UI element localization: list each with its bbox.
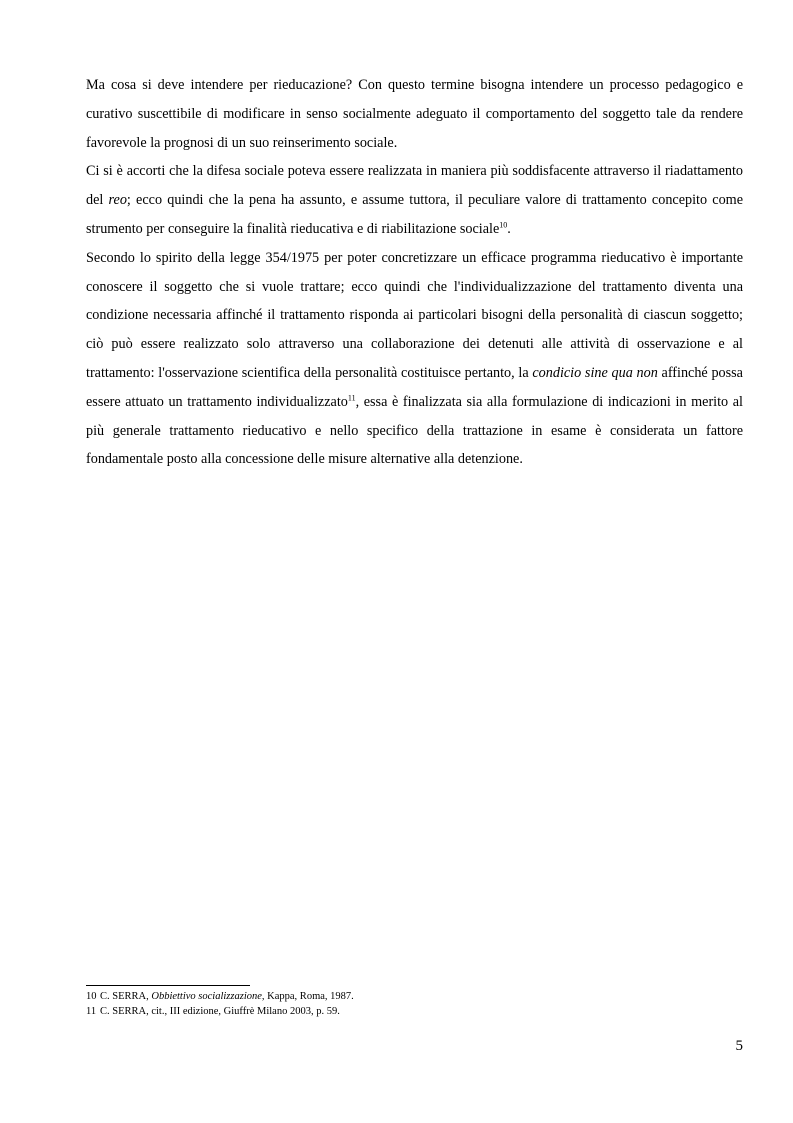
footnote-reference: 10 (499, 220, 508, 230)
footnote-title: Obbiettivo socializzazione, (151, 991, 265, 1002)
footnote-details: Kappa, Roma, 1987. (264, 991, 354, 1002)
footnotes (86, 990, 743, 1019)
paragraph (86, 157, 743, 243)
text-run: ; ecco quindi che la pena ha assunto, e assume tuttora, il peculiare valore di trattamento concepito come strumento per conseguire la finalità rieducativa e di riabilitazione sociale (86, 192, 743, 237)
text-run: affinché possa essere attuato un trattamento individualizzato (86, 364, 743, 410)
footnote-number: 11 (86, 1005, 97, 1017)
italic-text: condicio sine qua non (532, 364, 658, 381)
footnote-details: cit., III edizione, Giuffrè Milano 2003, p. 59. (151, 1005, 340, 1017)
paragraph (86, 71, 743, 157)
footnote-author: C. SERRA, (100, 991, 152, 1002)
footnote-author: C. SERRA, (100, 1005, 152, 1017)
footnote-separator (86, 985, 250, 986)
body-text (86, 71, 743, 474)
footnote-reference: 11 (347, 393, 356, 403)
page-number: 5 (735, 1038, 743, 1054)
footnote-number: 10 (86, 991, 97, 1002)
text-run: Secondo lo spirito della legge 354/1975 per poter concretizzare un efficace programma rieducativo è importante conoscere il soggetto che si vuole trattare; ecco quindi che l'individualizzazione del trattamento diventa una condizione necessaria affinché il trattamento risponda ai particolari bisogni della personalità di ciascun soggetto; ciò può essere realizzato solo attraverso una collaborazione dei detenuti alle attività di osservazione e al trattamento: l'osservazione scientifica della personalità costituisce pertanto, la (86, 249, 743, 381)
paragraph (86, 244, 743, 474)
text-run: Ci si è accorti che la difesa sociale poteva essere realizzata in maniera più soddisfacente attraverso il riadattamento del (86, 163, 743, 209)
italic-text: reo (108, 192, 127, 209)
text-run: . (507, 220, 511, 237)
footnote (86, 990, 743, 1005)
text-run: Ma cosa si deve intendere per rieducazione? Con questo termine bisogna intendere un processo pedagogico e curativo suscettibile di modificare in senso socialmente adeguato il comportamento del soggetto tale da rendere favorevole la prognosi di un suo reinserimento sociale. (86, 77, 743, 151)
text-run: , essa è finalizzata sia alla formulazione di indicazioni in merito al più generale trattamento rieducativo e nello specifico della trattazione in esame è considerata un fattore fondamentale posto alla concessione delle misure alternative alla detenzione. (86, 393, 743, 468)
footnote (86, 1005, 743, 1020)
